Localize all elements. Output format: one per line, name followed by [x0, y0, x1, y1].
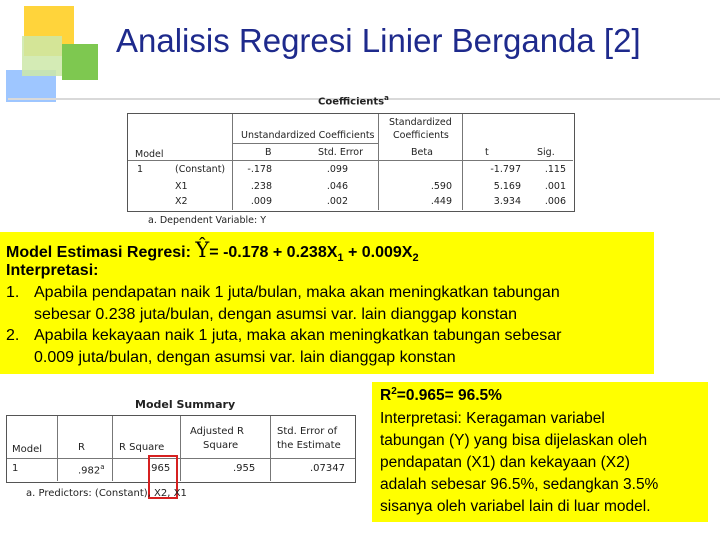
model-summary-footnote: a. Predictors: (Constant), X2, X1 [26, 488, 187, 499]
ms-row-model: 1 [12, 463, 19, 474]
interpretation-item-2-line2: 0.009 juta/bulan, dengan asumsi var. lain dianggap konstan [34, 349, 456, 366]
interpretation-item-1-line1: Apabila pendapatan naik 1 juta/bulan, maka akan meningkatkan tabungan [34, 284, 560, 301]
ms-hline [7, 458, 355, 459]
logo-square-lightgreen [22, 36, 62, 76]
coef-row-se: .002 [326, 196, 348, 207]
model-summary-caption: Model Summary [135, 398, 236, 411]
coef-header-t: t [485, 147, 489, 158]
coef-row-beta: .449 [430, 196, 452, 207]
coef-row-name: (Constant) [175, 164, 226, 175]
coef-header-std-line2: Coefficients [393, 130, 449, 141]
coef-row-sig: .001 [544, 181, 566, 192]
coef-row-se: .099 [326, 164, 348, 175]
coef-header-unstd: Unstandardized Coefficients [241, 130, 375, 141]
coef-model-number: 1 [137, 164, 144, 175]
coef-header-beta: Beta [411, 147, 433, 158]
ms-vline [112, 416, 113, 481]
interpretation-item-1-number: 1. [6, 284, 20, 301]
coef-row-se: .046 [326, 181, 348, 192]
coef-row-b: -.178 [247, 164, 272, 175]
ms-header-se-line2: the Estimate [277, 440, 341, 451]
coef-row-t: 5.169 [493, 181, 521, 192]
coef-row-b: .009 [250, 196, 272, 207]
ms-row-r: .982$^a$ [78, 463, 105, 477]
coef-row-beta: .590 [430, 181, 452, 192]
ms-vline [180, 416, 181, 481]
coef-row-name: X2 [175, 196, 188, 207]
coef-hline [233, 143, 378, 144]
coef-row-sig: .115 [544, 164, 566, 175]
ms-row-se: .07347 [310, 463, 345, 474]
coef-header-std-line1: Standardized [389, 117, 452, 128]
r-squared-interpretation-line3: pendapatan (X1) dan kekayaan (X2) [380, 454, 630, 471]
coef-row-sig: .006 [544, 196, 566, 207]
regression-equation: Model Estimasi Regresi: Ŷ= $-0.178 + 0.238X_1 + 0.009X_2$ [6, 238, 419, 265]
ms-vline [270, 416, 271, 481]
interpretation-item-2-number: 2. [6, 327, 20, 344]
r-squared-value: $R^2=0.965= 96.5\%$ [380, 386, 502, 405]
coefficients-footnote: a. Dependent Variable: Y [148, 215, 267, 226]
coef-vline [462, 114, 463, 210]
interpretation-item-2-line1: Apabila kekayaan naik 1 juta, maka akan meningkatkan tabungan sebesar [34, 327, 562, 344]
interpretation-heading: Interpretasi: [6, 262, 99, 279]
coef-row-t: 3.934 [493, 196, 521, 207]
coef-hline [128, 160, 573, 161]
ms-header-model: Model [12, 444, 43, 455]
coef-header-se: Std. Error [318, 147, 363, 158]
r-squared-interpretation-line1: Interpretasi: Keragaman variabel [380, 410, 605, 427]
ms-header-adj-line2: Square [203, 440, 239, 451]
r-squared-interpretation-line4: adalah sebesar 96.5%, sedangkan 3.5% [380, 476, 659, 493]
ms-row-rsq: .965 [148, 463, 171, 474]
slide-title: Analisis Regresi Linier Berganda [2] [116, 22, 641, 59]
coef-header-model: Model [135, 149, 164, 160]
coef-row-name: X1 [175, 181, 188, 192]
interpretation-item-1-line2: sebesar 0.238 juta/bulan, dengan asumsi var. lain dianggap konstan [34, 306, 518, 323]
r-squared-interpretation-line2: tabungan (Y) yang bisa dijelaskan oleh [380, 432, 648, 449]
coef-vline [378, 114, 379, 210]
ms-row-adj: .955 [233, 463, 256, 474]
ms-header-se-line1: Std. Error of [277, 426, 338, 437]
r-squared-interpretation-line5: sisanya oleh variabel lain di luar model. [380, 498, 651, 515]
coef-vline [232, 114, 233, 210]
coef-header-sig: Sig. [537, 147, 555, 158]
ms-vline [57, 416, 58, 481]
ms-header-rsq: R Square [119, 442, 165, 453]
ms-header-r: R [78, 442, 85, 453]
coef-header-b: B [265, 147, 272, 158]
coef-row-t: -1.797 [490, 164, 521, 175]
coef-row-b: .238 [250, 181, 272, 192]
coefficients-caption: Coefficients$^a$ [318, 94, 389, 108]
ms-header-adj-line1: Adjusted R [190, 426, 244, 437]
logo-square-green [62, 44, 98, 80]
